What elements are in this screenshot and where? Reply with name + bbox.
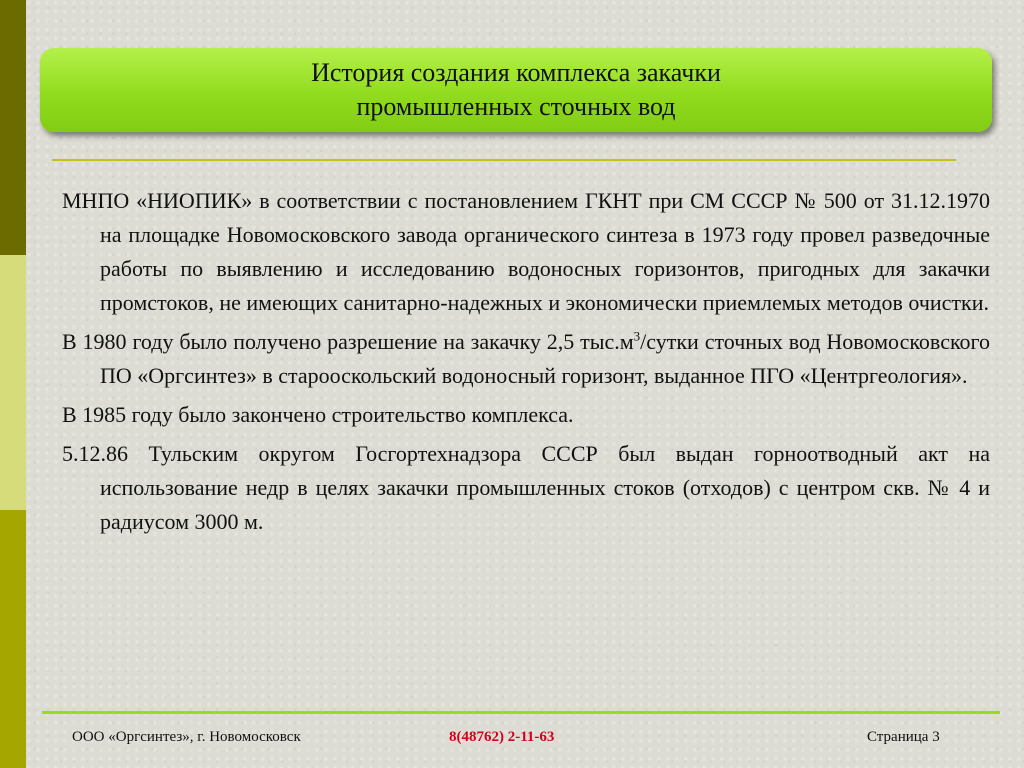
superscript-3: 3 — [633, 328, 641, 344]
title-divider — [52, 159, 956, 161]
paragraph-2-end: /сутки сточных вод Новомосковского ПО «Оргсинтез» в старооскольский водоносный горизонт, выданное ПГО «Центргеология». — [100, 329, 991, 388]
side-stripe-olive — [0, 510, 26, 768]
slide-body — [62, 184, 990, 544]
paragraph-3: В 1985 году было закончено строительство комплекса. — [62, 402, 574, 427]
paragraph-2-start: В 1980 году было получено разрешение на закачку 2,5 тыс.м — [62, 329, 634, 354]
footer-divider — [42, 711, 1000, 714]
paragraph-1: МНПО «НИОПИК» в соответствии с постановлением ГКНТ при СМ СССР № 500 от 31.12.1970 на площадке Новомосковского завода органического синтеза в 1973 году провел разведочные работы по выявлению и исследованию водоносных горизонтов, пригодных для закачки промстоков, не имеющих санитарно-надежных и экономически приемлемых методов очистки. — [62, 188, 990, 315]
side-stripe-light — [0, 255, 26, 510]
footer-phone: 8(48762) 2-11-63 — [449, 729, 555, 745]
title-line-2: промышленных сточных вод — [356, 92, 676, 121]
paragraph-2 — [62, 325, 990, 393]
paragraph-4: 5.12.86 Тульским округом Госгортехнадзора СССР был выдан горноотводный акт на использование недр в целях закачки промышленных стоков (отходов) с центром скв. № 4 и радиусом 3000 м. — [62, 441, 990, 534]
footer-page-number: Страница 3 — [867, 729, 940, 745]
footer-company: ООО «Оргсинтез», г. Новомосковск — [72, 729, 301, 745]
side-stripe-dark — [0, 0, 26, 255]
slide-title — [40, 48, 992, 132]
title-line-1: История создания комплекса закачки — [311, 58, 721, 87]
